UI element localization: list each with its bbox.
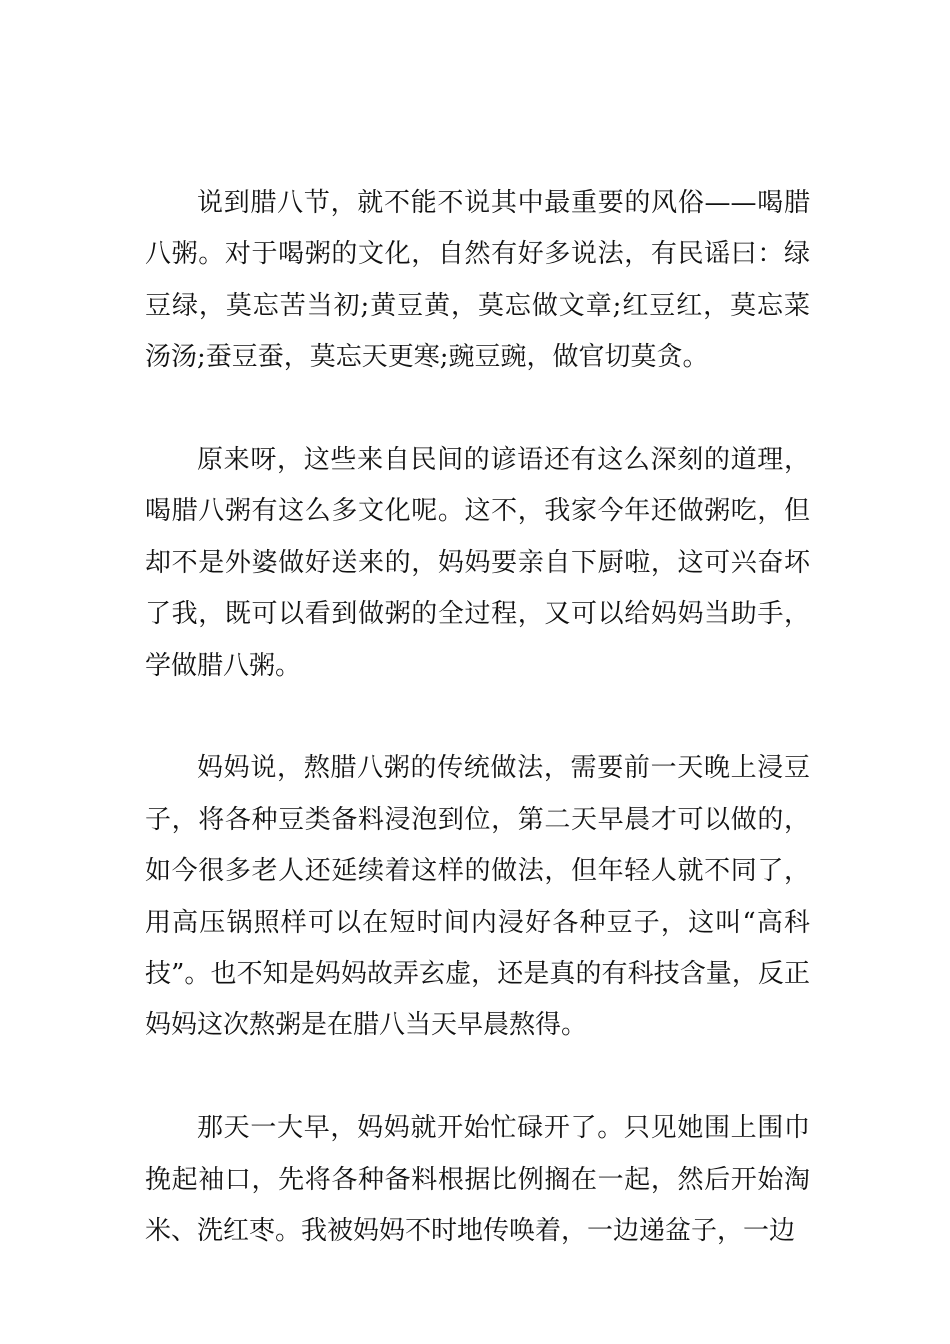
paragraph-3: 妈妈说，熬腊八粥的传统做法，需要前一天晚上浸豆子，将各种豆类备料浸泡到位，第二天早晨才可以做的，如今很多老人还延续着这样的做法，但年轻人就不同了，用高压锅照样可以在短时间内浸好各种豆子，这叫“高科技”。也不知是妈妈故弄玄虚，还是真的有科技含量，反正妈妈这次熬粥是在腊八当天早晨熬得。	[145, 753, 810, 1041]
document-body	[145, 178, 810, 1309]
paragraph-1: 说到腊八节，就不能不说其中最重要的风俗——喝腊八粥。对于喝粥的文化，自然有好多说法，有民谣曰：绿豆绿，莫忘苦当初;黄豆黄，莫忘做文章;红豆红，莫忘菜汤汤;蚕豆蚕，莫忘天更寒;豌豆豌，做官切莫贪。	[145, 188, 810, 373]
paragraph-2: 原来呀，这些来自民间的谚语还有这么深刻的道理，喝腊八粥有这么多文化呢。这不，我家今年还做粥吃，但却不是外婆做好送来的，妈妈要亲自下厨啦，这可兴奋坏了我，既可以看到做粥的全过程，又可以给妈妈当助手，学做腊八粥。	[145, 445, 810, 681]
paragraph-4: 那天一大早，妈妈就开始忙碌开了。只见她围上围巾挽起袖口，先将各种备料根据比例搁在一起，然后开始淘米、洗红枣。我被妈妈不时地传唤着，一边递盆子，一边	[145, 1113, 810, 1247]
